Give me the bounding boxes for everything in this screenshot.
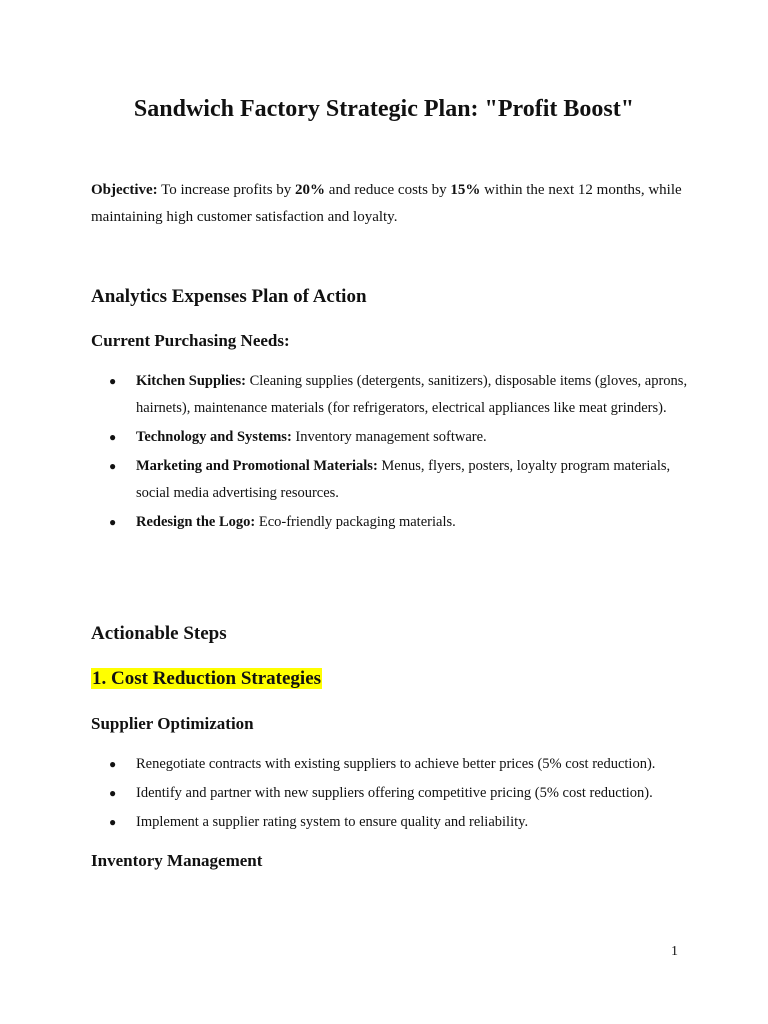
supplier-optimization-heading: Supplier Optimization <box>91 714 254 733</box>
cost-reduction-heading <box>91 667 322 691</box>
purchasing-needs-list <box>109 368 694 538</box>
inventory-management-heading: Inventory Management <box>91 851 263 870</box>
list-item-text: Implement a supplier rating system to ensure quality and reliability. <box>136 814 529 830</box>
list-item <box>109 368 694 422</box>
list-item <box>109 453 694 507</box>
objective-cost-value: 15% <box>450 182 481 198</box>
objective-profit-value: 20% <box>295 182 326 198</box>
highlighted-text: 1. Cost Reduction Strategies <box>92 668 322 689</box>
bullet-icon: ● <box>109 430 117 444</box>
list-item <box>109 751 694 778</box>
list-item-text: Renegotiate contracts with existing suppliers to achieve better prices (5% cost reduction). <box>136 756 656 772</box>
list-item-label: Kitchen Supplies: <box>136 373 246 389</box>
list-item-text: Inventory management software. <box>291 429 487 445</box>
analytics-heading: Analytics Expenses Plan of Action <box>91 286 367 307</box>
objective-text-3: within the next 12 months, while maintaining high customer satisfaction and loyalty. <box>91 182 682 225</box>
page-number: 1 <box>671 944 678 959</box>
purchasing-needs-heading: Current Purchasing Needs: <box>91 331 290 350</box>
list-item-text: Menus, flyers, posters, loyalty program materials, social media advertising resources. <box>136 458 671 501</box>
objective-text-1: To increase profits by <box>157 182 296 198</box>
list-item-label: Redesign the Logo: <box>136 514 256 530</box>
bullet-icon: ● <box>109 374 117 388</box>
objective-label: Objective: <box>91 182 158 198</box>
list-item <box>109 509 694 536</box>
list-item <box>109 780 694 807</box>
bullet-icon: ● <box>109 515 117 529</box>
bullet-icon: ● <box>109 786 117 800</box>
supplier-optimization-list <box>109 751 694 838</box>
objective-paragraph <box>91 177 691 231</box>
actionable-steps-heading: Actionable Steps <box>91 623 227 644</box>
list-item-text: Identify and partner with new suppliers offering competitive pricing (5% cost reduction). <box>136 785 653 801</box>
bullet-icon: ● <box>109 815 117 829</box>
bullet-icon: ● <box>109 757 117 771</box>
list-item <box>109 809 694 836</box>
list-item-label: Technology and Systems: <box>136 429 292 445</box>
list-item <box>109 424 694 451</box>
list-item-text: Cleaning supplies (detergents, sanitizers), disposable items (gloves, aprons, hairnets), maintenance materials (for refrigerators, electrical appliances like meat grinders). <box>136 373 688 416</box>
bullet-icon: ● <box>109 459 117 473</box>
list-item-label: Marketing and Promotional Materials: <box>136 458 378 474</box>
list-item-text: Eco-friendly packaging materials. <box>255 514 456 530</box>
objective-text-2: and reduce costs by <box>325 182 451 198</box>
document-title: Sandwich Factory Strategic Plan: "Profit Boost" <box>133 96 635 122</box>
